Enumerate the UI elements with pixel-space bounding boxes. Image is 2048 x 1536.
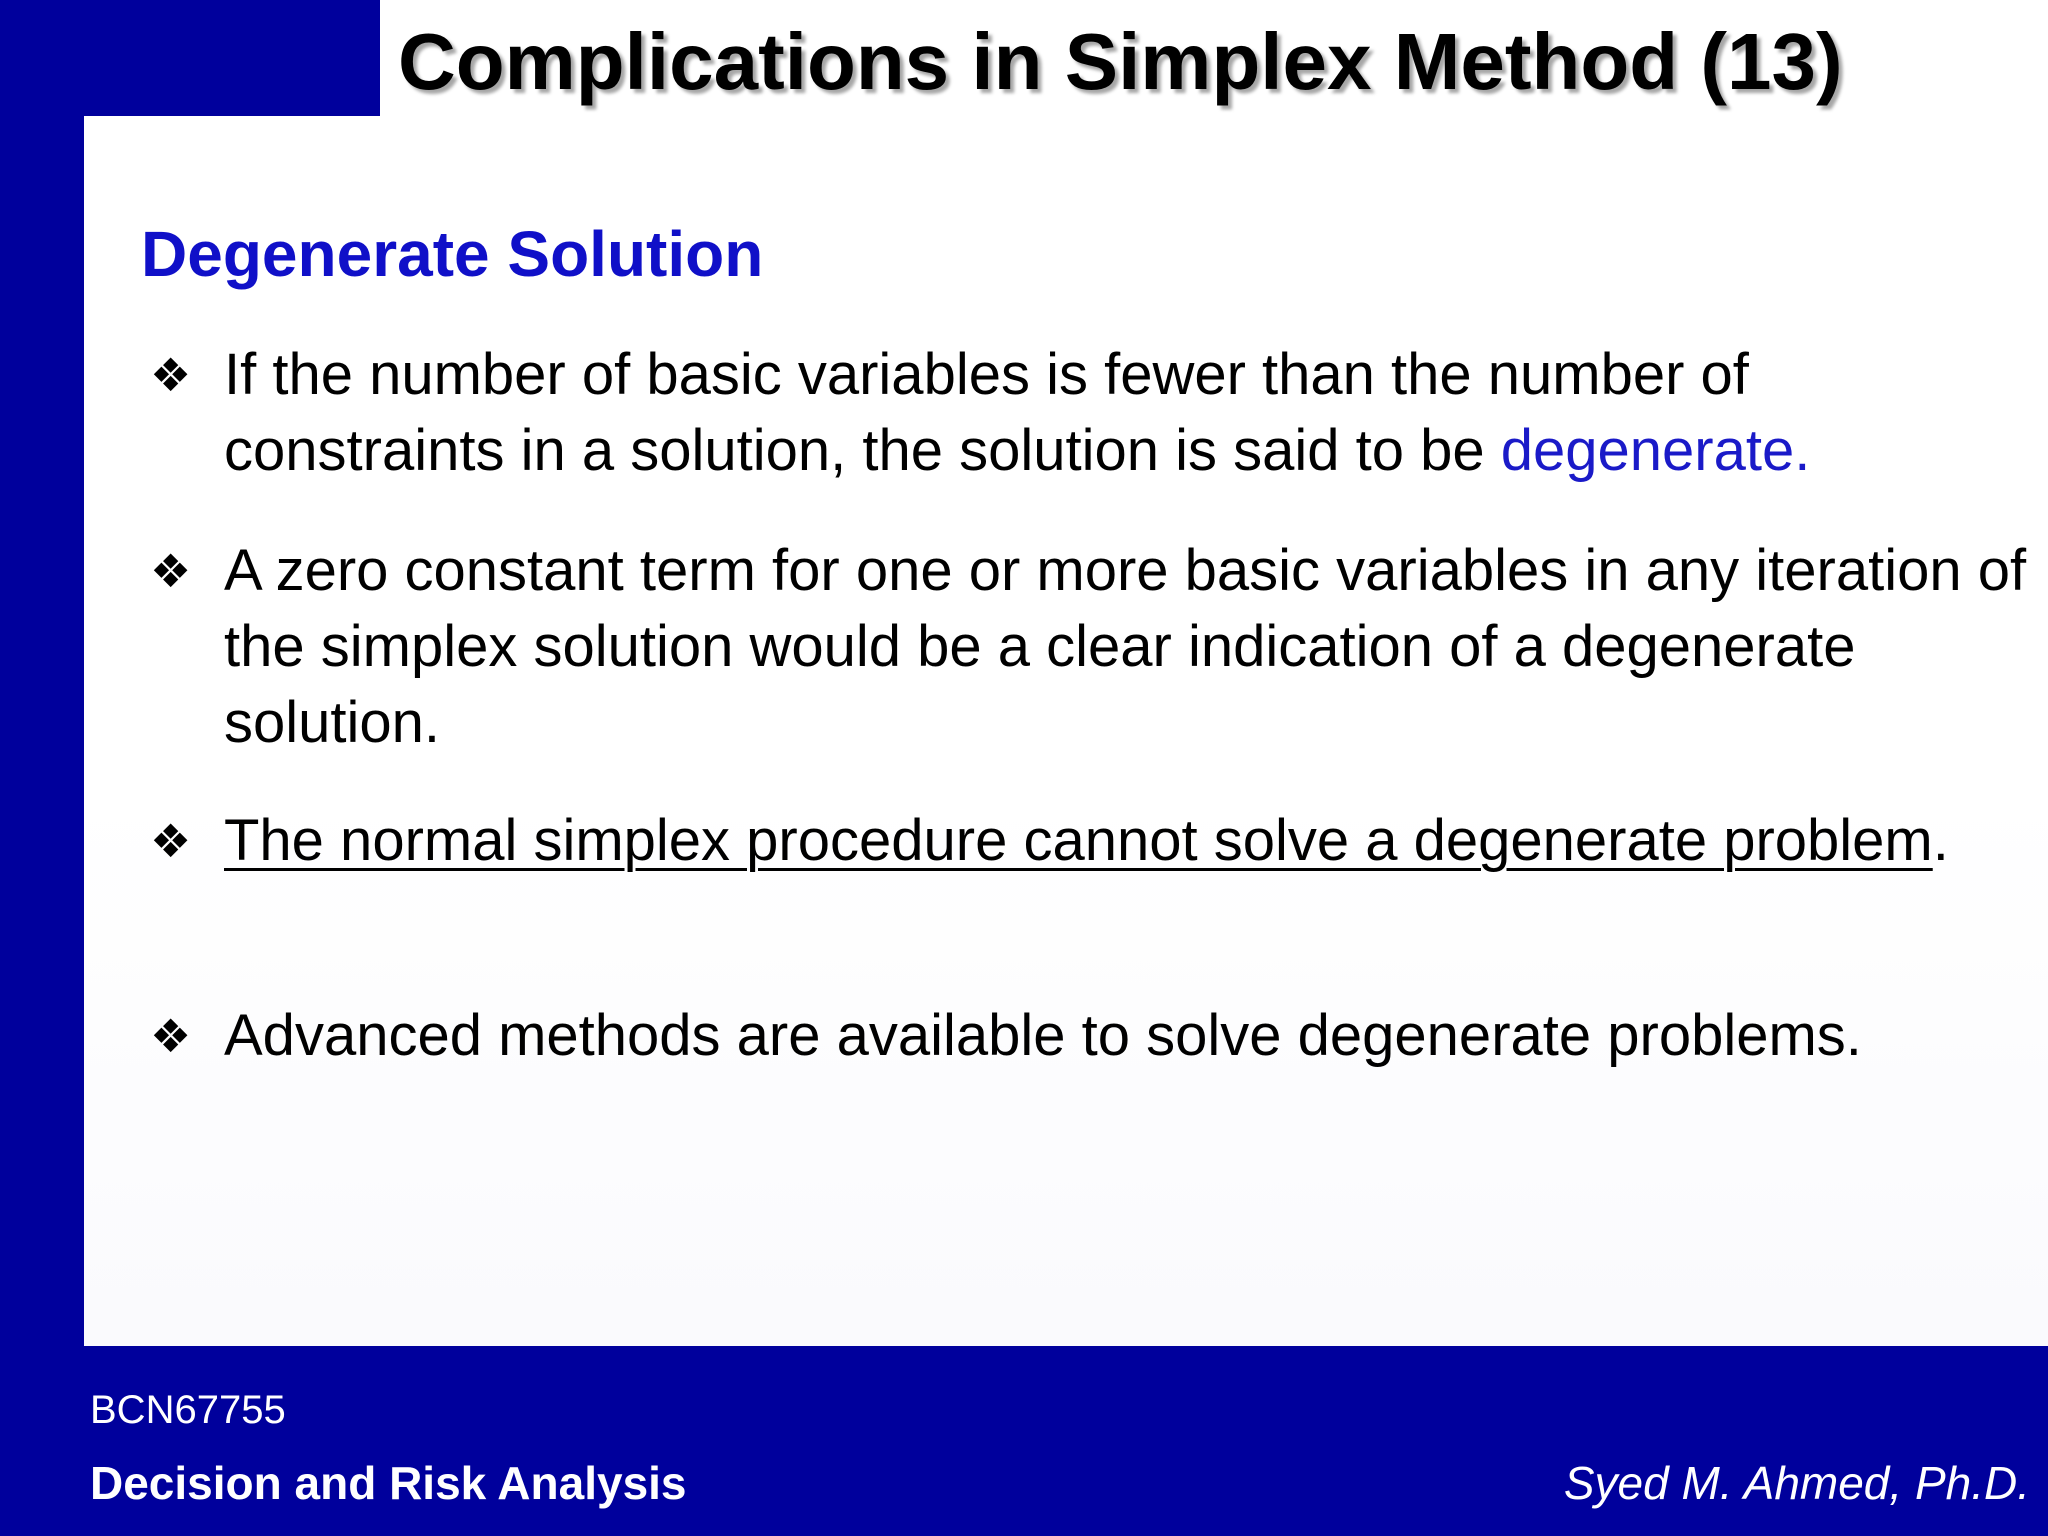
bullet-text-1-body: If the number of basic variables is fewer than the number of constraints in a solution, the solution is said to be: [224, 342, 1749, 483]
bullet-text-2: A zero constant term for one or more basic variables in any iteration of the simplex solution would be a clear indication of a degenerate solution.: [224, 538, 2027, 755]
left-frame-bar: [0, 0, 84, 1536]
diamond-bullet-icon: ❖: [150, 349, 192, 401]
section-heading: Degenerate Solution: [141, 218, 764, 290]
diamond-bullet-icon: ❖: [150, 815, 192, 867]
bullet-text-4: Advanced methods are available to solve degenerate problems.: [224, 1003, 1862, 1068]
diamond-bullet-icon: ❖: [150, 545, 192, 597]
degenerate-term: degenerate.: [1500, 418, 1811, 483]
bullet-text-3-suffix: .: [1932, 808, 1949, 873]
slide-title: Complications in Simplex Method (13): [398, 17, 1843, 106]
underlined-statement: The normal simplex procedure cannot solve a degenerate problem: [224, 808, 1933, 873]
course-name: Decision and Risk Analysis: [90, 1457, 687, 1509]
diamond-bullet-icon: ❖: [150, 1010, 192, 1062]
bullet-text-1: [224, 337, 2044, 489]
top-left-frame-block: [0, 0, 380, 116]
course-code: BCN67755: [90, 1388, 286, 1432]
author-name: Syed M. Ahmed, Ph.D.: [1563, 1457, 2030, 1509]
bullet-text-3: [224, 803, 2044, 879]
